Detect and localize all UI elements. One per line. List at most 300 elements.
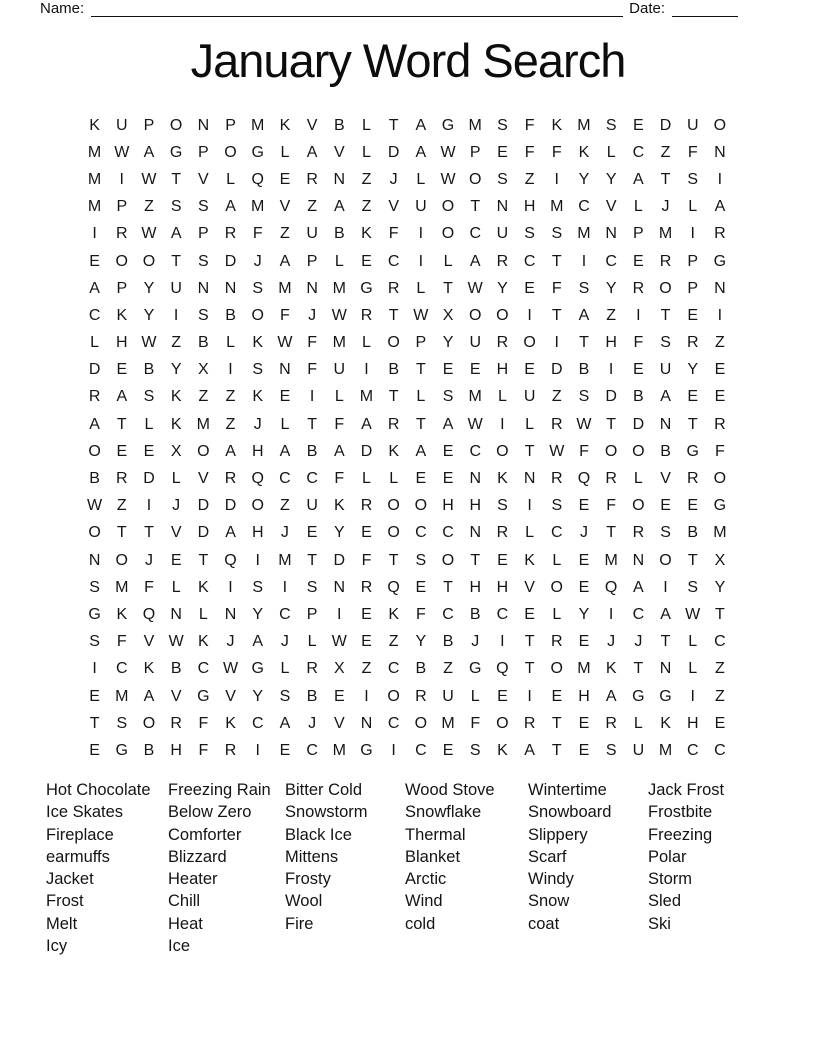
- grid-letter: D: [197, 497, 210, 515]
- grid-letter: Y: [578, 605, 590, 623]
- grid-letter: Y: [497, 279, 508, 297]
- grid-letter: J: [471, 633, 480, 651]
- grid-letter: N: [224, 605, 237, 623]
- grid-letter: S: [252, 361, 264, 379]
- grid-letter: R: [551, 470, 563, 488]
- word-list-item: Black Ice: [285, 825, 352, 844]
- grid-letter: Y: [252, 687, 264, 705]
- word-list-item: Wintertime: [528, 781, 607, 799]
- grid-letter: G: [713, 252, 727, 270]
- grid-letter: H: [578, 687, 590, 705]
- grid-letter: P: [198, 143, 209, 161]
- grid-letter: Y: [170, 361, 182, 379]
- grid-letter: W: [222, 660, 239, 678]
- grid-letter: E: [633, 116, 644, 134]
- grid-letter: Q: [251, 470, 264, 488]
- grid-letter: L: [497, 388, 507, 406]
- grid-letter: T: [715, 605, 725, 623]
- grid-letter: S: [198, 252, 209, 270]
- grid-letter: Q: [224, 551, 237, 569]
- grid-letter: K: [198, 578, 209, 596]
- grid-letter: O: [713, 470, 727, 488]
- grid-letter: F: [524, 116, 535, 134]
- grid-letter: H: [496, 361, 509, 379]
- grid-letter: T: [551, 714, 562, 732]
- grid-letter: E: [524, 279, 535, 297]
- grid-letter: I: [663, 578, 668, 596]
- grid-letter: Y: [442, 334, 454, 352]
- grid-letter: C: [442, 605, 454, 623]
- grid-letter: T: [307, 415, 317, 433]
- grid-letter: A: [415, 143, 427, 161]
- grid-letter: T: [443, 279, 453, 297]
- grid-letter: L: [334, 388, 344, 406]
- grid-letter: S: [497, 497, 508, 515]
- grid-letter: I: [364, 361, 369, 379]
- grid-letter: I: [581, 252, 587, 270]
- grid-letter: Z: [280, 497, 290, 515]
- grid-letter: A: [225, 442, 236, 460]
- grid-letter: R: [523, 714, 536, 732]
- grid-letter: T: [551, 252, 562, 270]
- grid-letter: C: [469, 225, 481, 243]
- grid-letter: J: [280, 633, 289, 651]
- grid-letter: X: [198, 361, 209, 379]
- grid-letter: T: [660, 633, 671, 651]
- word-list-item: Melt: [46, 914, 78, 933]
- grid-letter: E: [469, 361, 481, 379]
- word-list-item: Frosty: [285, 870, 331, 889]
- grid-letter: E: [687, 497, 699, 515]
- grid-letter: T: [443, 578, 453, 596]
- grid-letter: E: [497, 143, 508, 161]
- word-list-item: coat: [528, 914, 560, 933]
- grid-letter: B: [578, 361, 590, 379]
- grid-letter: Z: [280, 225, 290, 243]
- grid-letter: Z: [225, 388, 236, 406]
- grid-letter: S: [605, 116, 617, 134]
- grid-letter: E: [714, 714, 726, 732]
- grid-letter: W: [141, 334, 157, 352]
- grid-letter: T: [551, 306, 562, 324]
- grid-letter: S: [198, 198, 209, 216]
- word-list-column: [528, 779, 648, 935]
- word-list-item: Blanket: [405, 847, 461, 866]
- word-list-item: Wool: [285, 892, 323, 911]
- grid-letter: W: [440, 170, 456, 188]
- word-list-item: Bitter Cold: [285, 781, 363, 799]
- grid-letter: Y: [605, 279, 617, 297]
- grid-letter: K: [333, 497, 345, 515]
- grid-letter: A: [170, 225, 182, 243]
- grid-letter: O: [632, 442, 645, 460]
- word-list-item: Ski: [648, 914, 671, 933]
- grid-letter: K: [143, 660, 155, 678]
- grid-letter: E: [687, 306, 699, 324]
- grid-letter: L: [552, 605, 562, 623]
- grid-letter: O: [468, 306, 482, 324]
- grid-letter: R: [551, 633, 563, 651]
- word-list-item: Below Zero: [168, 803, 252, 822]
- grid-letter: W: [87, 497, 103, 515]
- grid-letter: P: [143, 116, 155, 134]
- word-list-item: earmuffs: [46, 847, 110, 866]
- grid-letter: E: [578, 497, 590, 515]
- grid-letter: A: [442, 415, 454, 433]
- grid-letter: D: [143, 470, 155, 488]
- grid-letter: M: [441, 714, 455, 732]
- grid-letter: L: [633, 470, 643, 488]
- word-list-item: Blizzard: [168, 847, 227, 866]
- grid-letter: L: [525, 415, 535, 433]
- grid-letter: Z: [715, 334, 725, 352]
- grid-letter: E: [578, 741, 590, 759]
- grid-letter: O: [441, 551, 455, 569]
- grid-letter: J: [253, 415, 262, 433]
- grid-letter: N: [306, 279, 318, 297]
- word-list-item: Snowflake: [405, 803, 482, 822]
- grid-letter: S: [551, 497, 563, 515]
- grid-letter: R: [551, 415, 563, 433]
- grid-letter: Z: [361, 170, 372, 188]
- grid-letter: R: [496, 334, 509, 352]
- grid-letter: X: [170, 442, 182, 460]
- grid-letter: O: [387, 497, 400, 515]
- grid-letter: C: [279, 470, 291, 488]
- grid-letter: E: [279, 388, 291, 406]
- grid-letter: C: [306, 470, 318, 488]
- grid-letter: Z: [606, 306, 617, 324]
- grid-letter: F: [687, 143, 698, 161]
- word-list-item: Comforter: [168, 825, 242, 844]
- grid-letter: C: [387, 660, 400, 678]
- grid-letter: R: [605, 714, 617, 732]
- grid-letter: H: [496, 578, 509, 596]
- grid-letter: B: [442, 633, 454, 651]
- grid-letter: S: [442, 388, 454, 406]
- grid-letter: R: [605, 470, 617, 488]
- grid-letter: J: [308, 714, 317, 732]
- grid-letter: F: [606, 497, 617, 515]
- grid-letter: K: [578, 143, 590, 161]
- name-blank-line: [91, 1, 623, 17]
- grid-letter: M: [577, 225, 591, 243]
- grid-letter: D: [333, 551, 346, 569]
- grid-letter: E: [524, 605, 535, 623]
- grid-letter: K: [361, 225, 372, 243]
- grid-letter: A: [361, 415, 372, 433]
- grid-letter: R: [224, 225, 237, 243]
- grid-letter: S: [578, 279, 590, 297]
- grid-letter: S: [198, 306, 209, 324]
- grid-letter: P: [198, 225, 209, 243]
- grid-letter: O: [414, 714, 428, 732]
- grid-letter: F: [252, 225, 263, 243]
- word-list-item: Heat: [168, 914, 203, 933]
- grid-letter: B: [306, 442, 318, 460]
- grid-letter: J: [607, 633, 616, 651]
- grid-letter: Y: [143, 279, 155, 297]
- word-list-item: Chill: [168, 892, 201, 911]
- grid-letter: Q: [387, 578, 400, 596]
- grid-letter: T: [388, 116, 399, 134]
- grid-letter: C: [496, 605, 509, 623]
- grid-letter: E: [497, 687, 508, 705]
- grid-letter: O: [496, 442, 509, 460]
- grid-letter: E: [361, 252, 372, 270]
- grid-letter: N: [659, 415, 672, 433]
- grid-letter: T: [470, 198, 481, 216]
- grid-letter: W: [141, 170, 157, 188]
- grid-letter: M: [251, 116, 265, 134]
- grid-letter: U: [442, 687, 454, 705]
- grid-letter: I: [282, 578, 288, 596]
- grid-letter: L: [226, 170, 235, 188]
- word-list-item: Snowstorm: [285, 803, 368, 822]
- grid-letter: S: [524, 225, 535, 243]
- grid-letter: U: [306, 497, 318, 515]
- grid-letter: S: [660, 524, 671, 542]
- grid-letter: J: [389, 170, 398, 188]
- grid-letter: U: [469, 334, 481, 352]
- grid-letter: I: [554, 170, 559, 188]
- grid-letter: B: [143, 741, 155, 759]
- grid-letter: K: [388, 605, 399, 623]
- grid-letter: I: [527, 306, 532, 324]
- grid-letter: V: [225, 687, 236, 705]
- date-label: Date:: [629, 0, 665, 17]
- grid-letter: F: [715, 442, 725, 460]
- grid-letter: I: [636, 306, 641, 324]
- grid-letter: D: [659, 116, 672, 134]
- grid-letter: R: [659, 252, 672, 270]
- grid-letter: R: [632, 524, 645, 542]
- grid-letter: V: [333, 714, 345, 732]
- grid-letter: F: [415, 605, 426, 623]
- grid-letter: L: [416, 279, 426, 297]
- grid-letter: Y: [578, 170, 590, 188]
- grid-letter: K: [89, 116, 100, 134]
- grid-letter: O: [142, 252, 156, 270]
- grid-letter: L: [470, 687, 480, 705]
- grid-letter: G: [115, 741, 128, 759]
- grid-letter: K: [524, 551, 535, 569]
- grid-letter: G: [360, 741, 373, 759]
- grid-letter: R: [360, 578, 373, 596]
- word-list-column: [46, 779, 168, 957]
- grid-letter: Y: [333, 524, 345, 542]
- grid-letter: Z: [715, 687, 725, 705]
- grid-letter: R: [686, 334, 699, 352]
- grid-letter: I: [527, 497, 532, 515]
- grid-letter: Z: [388, 633, 399, 651]
- grid-letter: O: [115, 252, 128, 270]
- grid-letter: A: [89, 279, 100, 297]
- grid-letter: A: [333, 198, 345, 216]
- grid-letter: C: [523, 252, 536, 270]
- grid-letter: S: [687, 578, 699, 596]
- grid-letter: M: [604, 551, 618, 569]
- grid-letter: C: [387, 252, 400, 270]
- grid-letter: O: [604, 442, 618, 460]
- grid-letter: U: [333, 361, 346, 379]
- grid-letter: P: [469, 143, 481, 161]
- grid-letter: G: [251, 660, 264, 678]
- grid-letter: E: [578, 633, 590, 651]
- grid-letter: L: [280, 143, 290, 161]
- grid-letter: V: [333, 143, 345, 161]
- grid-letter: L: [688, 660, 698, 678]
- grid-letter: T: [633, 660, 644, 678]
- word-list-item: Slippery: [528, 825, 588, 844]
- grid-letter: G: [632, 687, 645, 705]
- word-list-item: cold: [405, 914, 436, 933]
- grid-letter: B: [633, 388, 644, 406]
- grid-letter: I: [119, 170, 124, 188]
- grid-letter: L: [389, 470, 399, 488]
- grid-letter: A: [633, 578, 644, 596]
- grid-letter: Z: [171, 334, 182, 352]
- grid-letter: C: [578, 198, 590, 216]
- grid-letter: B: [225, 306, 236, 324]
- grid-letter: J: [172, 497, 181, 515]
- grid-letter: Z: [361, 198, 372, 216]
- grid-letter: C: [469, 442, 481, 460]
- grid-letter: D: [360, 442, 373, 460]
- grid-letter: E: [660, 497, 671, 515]
- grid-letter: N: [714, 143, 726, 161]
- grid-letter: O: [496, 714, 509, 732]
- grid-letter: R: [224, 741, 237, 759]
- grid-letter: I: [309, 388, 315, 406]
- grid-letter: U: [686, 116, 699, 134]
- grid-letter: S: [660, 334, 671, 352]
- grid-letter: F: [361, 551, 372, 569]
- grid-letter: E: [442, 442, 454, 460]
- grid-letter: A: [279, 442, 291, 460]
- grid-letter: A: [415, 442, 427, 460]
- grid-letter: M: [577, 660, 591, 678]
- grid-letter: F: [307, 361, 317, 379]
- grid-letter: N: [496, 198, 509, 216]
- grid-letter: Q: [577, 470, 591, 488]
- grid-letter: W: [467, 279, 483, 297]
- grid-letter: Y: [687, 361, 699, 379]
- grid-letter: F: [551, 143, 562, 161]
- grid-letter: C: [88, 306, 101, 324]
- grid-letter: E: [361, 633, 372, 651]
- grid-letter: O: [142, 714, 156, 732]
- grid-letter: M: [332, 741, 346, 759]
- word-list-item: Windy: [528, 870, 574, 889]
- grid-letter: E: [497, 551, 508, 569]
- grid-letter: N: [333, 170, 346, 188]
- grid-letter: C: [415, 524, 427, 542]
- grid-letter: N: [632, 551, 645, 569]
- grid-letter: W: [685, 605, 701, 623]
- grid-letter: B: [333, 116, 345, 134]
- word-list-item: Storm: [648, 870, 693, 889]
- grid-letter: V: [198, 470, 209, 488]
- grid-letter: H: [251, 442, 264, 460]
- grid-letter: A: [660, 388, 671, 406]
- grid-letter: C: [116, 660, 128, 678]
- grid-letter: E: [551, 687, 563, 705]
- grid-letter: S: [497, 116, 508, 134]
- grid-letter: O: [659, 279, 672, 297]
- grid-letter: O: [441, 198, 455, 216]
- grid-letter: C: [251, 714, 264, 732]
- grid-letter: E: [361, 524, 372, 542]
- grid-letter: F: [334, 415, 345, 433]
- page-title: January Word Search: [190, 34, 626, 87]
- grid-letter: K: [605, 660, 617, 678]
- grid-letter: O: [523, 334, 536, 352]
- grid-letter: W: [549, 442, 565, 460]
- grid-letter: L: [633, 198, 643, 216]
- grid-letter: S: [170, 198, 182, 216]
- grid-letter: V: [660, 470, 671, 488]
- grid-letter: C: [279, 605, 291, 623]
- grid-letter: A: [116, 388, 128, 406]
- grid-letter: S: [578, 388, 590, 406]
- grid-letter: E: [415, 470, 427, 488]
- grid-letter: M: [658, 225, 673, 243]
- grid-letter: I: [608, 605, 614, 623]
- word-list-item: Fireplace: [46, 825, 114, 844]
- grid-letter: I: [690, 687, 695, 705]
- grid-letter: L: [144, 415, 154, 433]
- grid-letter: G: [88, 605, 101, 623]
- grid-letter: K: [170, 415, 182, 433]
- grid-letter: R: [116, 470, 128, 488]
- grid-letter: E: [333, 687, 345, 705]
- grid-letter: L: [688, 198, 698, 216]
- grid-letter: U: [632, 741, 645, 759]
- grid-letter: J: [634, 633, 643, 651]
- name-label: Name:: [40, 0, 85, 17]
- grid-letter: N: [714, 279, 726, 297]
- grid-letter: G: [686, 442, 699, 460]
- grid-letter: Z: [660, 143, 671, 161]
- grid-letter: Y: [714, 578, 726, 596]
- grid-letter: A: [143, 143, 155, 161]
- grid-letter: C: [415, 741, 427, 759]
- grid-letter: N: [88, 551, 101, 569]
- grid-letter: E: [578, 551, 590, 569]
- grid-letter: O: [496, 306, 509, 324]
- grid-letter: A: [524, 741, 535, 759]
- grid-letter: A: [89, 415, 100, 433]
- grid-letter: A: [714, 198, 726, 216]
- grid-letter: Z: [361, 660, 372, 678]
- grid-letter: W: [440, 143, 456, 161]
- grid-letter: U: [659, 361, 672, 379]
- grid-letter: L: [416, 170, 426, 188]
- grid-letter: W: [331, 633, 347, 651]
- grid-letter: C: [714, 741, 726, 759]
- grid-letter: A: [660, 605, 671, 623]
- grid-letter: P: [306, 252, 318, 270]
- grid-letter: P: [116, 198, 128, 216]
- grid-letter: V: [306, 116, 318, 134]
- grid-letter: F: [470, 714, 481, 732]
- grid-letter: K: [225, 714, 236, 732]
- grid-letter: B: [198, 334, 209, 352]
- grid-letter: L: [525, 524, 535, 542]
- grid-letter: T: [687, 551, 698, 569]
- grid-letter: F: [633, 334, 644, 352]
